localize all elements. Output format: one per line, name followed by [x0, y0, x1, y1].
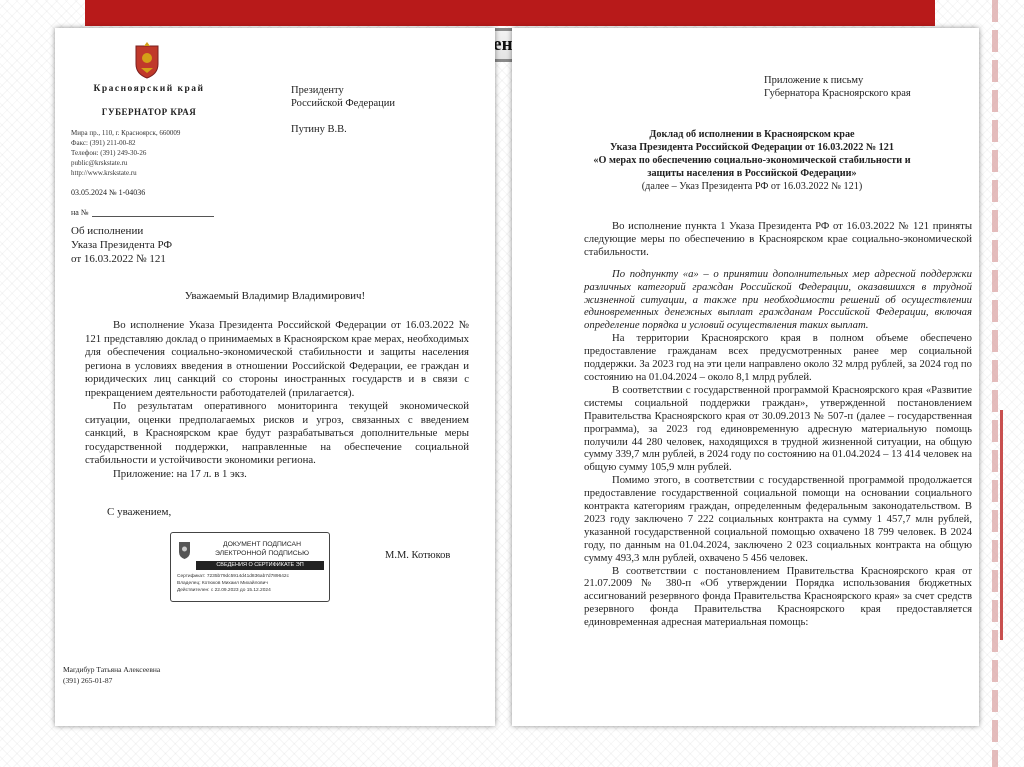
report-paragraph: В соответствии с государственной программой Красноярского края «Развитие системы социальной поддержки граждан», утвержденной постановлением Правительства Красноярского края от 30.09.2013 № 507-п (далее – государственная программа), за 2023 год единовременную адресную материальную помощь получили 44 280 человек, находящихся в трудной жизненной ситуации, на общую сумму 339,7 млн рублей, в 2024 году по состоянию на 01.04.2024 – 13 414 человек на общую сумму 105,9 млн рублей. [584, 383, 972, 474]
sender-address [71, 128, 241, 178]
recipient-block [291, 84, 481, 136]
report-page [512, 28, 979, 726]
executor-name: Магдибур Татьяна Алексеевна [63, 665, 161, 674]
recipient-spacer [291, 110, 481, 123]
decorative-red-line [1000, 410, 1003, 640]
report-paragraph-italic: По подпункту «а» – о принятии дополнительных мер адресной поддержки различных категорий граждан Российской Федерации, оказавшихся в трудной жизненной ситуации, а также при необходимости решений об осуществлении единовременных денежных выплат гражданам Российской Федерации, включая определение порядка и условий осуществления таких выплат. [584, 267, 972, 332]
subject-line: Об исполнении [71, 225, 144, 237]
letter-paragraph: Во исполнение Указа Президента Российской Федерации от 16.03.2022 № 121 представляю доклад о принимаемых в Красноярском крае мерах, необходимых для обеспечения социально-экономической стабильности и защиты населения региона в условиях введения в отношении Российской Федерации, ее граждан и юридических лиц санкций со стороны иностранных государств и в связи с прекращением деятельности работодателей (прилагается). [85, 319, 469, 399]
executor-info [63, 664, 160, 686]
stamp-emblem-icon [177, 540, 192, 560]
address-line: public@krskstate.ru [71, 159, 128, 167]
greeting: Уважаемый Владимир Владимирович! [184, 290, 366, 302]
appendix-note [764, 74, 974, 100]
report-paragraph: Во исполнение пункта 1 Указа Президента РФ от 16.03.2022 № 121 приняты следующие меры по обеспечению в Красноярском крае социально-экономической стабильности. [584, 220, 972, 258]
appendix-line: Губернатора Красноярского края [764, 88, 911, 99]
reference-number [71, 208, 214, 217]
letter-body [85, 319, 469, 481]
address-line: http://www.krskstate.ru [71, 169, 137, 177]
subject-line: от 16.03.2022 № 121 [71, 253, 166, 265]
heading-line: защиты населения в Российской Федерации» [647, 168, 857, 179]
closing: С уважением, [107, 506, 172, 518]
recipient-line: Путину В.В. [291, 124, 347, 135]
heading-line: Доклад об исполнении в Красноярском крае [649, 129, 855, 140]
stamp-line: Сертификат: 7235b79dc5914d41d836ab7d789642c [177, 574, 289, 579]
stamp-line: Владелец: Котюков Михаил Михайлович [177, 580, 268, 586]
e-signature-stamp [170, 532, 330, 602]
letter-subject [71, 224, 271, 266]
address-line: Телефон: (391) 249-30-26 [71, 149, 147, 157]
heading-line: «О мерах по обеспечению социально-экономической стабильности и [593, 155, 911, 166]
stamp-line: Действителен: с 22.09.2023 до 15.12.2024 [177, 587, 271, 593]
signer-name: М.М. Котюков [385, 550, 451, 561]
heading-note: (далее – Указ Президента РФ от 16.03.2022 № 121) [641, 181, 863, 192]
governor-title: ГУБЕРНАТОР КРАЯ [101, 107, 197, 117]
stamp-details [177, 574, 327, 594]
stamp-cert-header: СВЕДЕНИЯ О СЕРТИФИКАТЕ ЭП [196, 561, 324, 570]
decorative-stripes [992, 0, 998, 767]
recipient-line: Российской Федерации [291, 98, 395, 109]
top-accent-bar [85, 0, 935, 26]
stamp-title: ДОКУМЕНТ ПОДПИСАН ЭЛЕКТРОННОЙ ПОДПИСЬЮ [215, 541, 309, 557]
recipient-line: Президенту [291, 85, 344, 96]
address-line: Мира пр., 110, г. Красноярск, 660009 [71, 129, 181, 137]
region-name: Красноярский край [93, 84, 205, 94]
letter-paragraph: По результатам оперативного мониторинга текущей экономической ситуации, оценки предполагаемых рисков и угроз, связанных с введением санкций, в Красноярском крае будут разрабатываться дополнительные меры государственной поддержки, направленные на обеспечение социальной стабильности и устойчивости экономики региона. [85, 400, 469, 466]
coat-of-arms-icon [132, 40, 162, 80]
subject-line: Указа Президента РФ [71, 239, 173, 251]
report-paragraph: В соответствии с постановлением Правительства Красноярского края от 21.07.2009 № 380-п «Об утверждении Порядка использования бюджетных ассигнований резервного фонда Правительства Красноярского края» за счет средств резервного фонда Правительства Красноярского края предоставляется единовременная адресная материальная помощь: [584, 564, 972, 629]
report-paragraph: На территории Красноярского края в полном объеме обеспечено предоставление гражданам всех предусмотренных ранее мер социальной поддержки. За 2023 год на эти цели направлено около 32 млрд рублей, за 2024 год по состоянию на 01.04.2024 – около 8,1 млрд рублей. [584, 332, 972, 383]
cover-letter-page [55, 28, 495, 726]
report-body [584, 220, 972, 629]
executor-phone: (391) 265-01-87 [63, 676, 113, 685]
appendix-line: Приложение к письму [764, 75, 864, 86]
attachment-note: Приложение: на 17 л. в 1 экз. [113, 467, 247, 480]
heading-line: Указа Президента Российской Федерации от 16.03.2022 № 121 [610, 142, 894, 153]
letter-date: 03.05.2024 № 1-04036 [71, 188, 146, 197]
report-heading [552, 128, 952, 193]
report-paragraph: Помимо этого, в соответствии с государственной программой продолжается предоставление государственной социальной помощи на основании социального контракта категориям граждан, определенным федеральным законодательством. В 2023 году заключено 7 222 социальных контракта на сумму 1 457,7 млн рублей, указанной государственной социальной помощью охвачено 18 799 человек. В 2024 году, по данным на 01.04.2024, заключено 2 023 социальных контракта на общую сумму 493,3 млн рублей, охвачено 5 456 человек. [584, 474, 972, 564]
address-line: Факс: (391) 211-00-82 [71, 139, 136, 147]
na-no-label: на № [71, 208, 89, 217]
